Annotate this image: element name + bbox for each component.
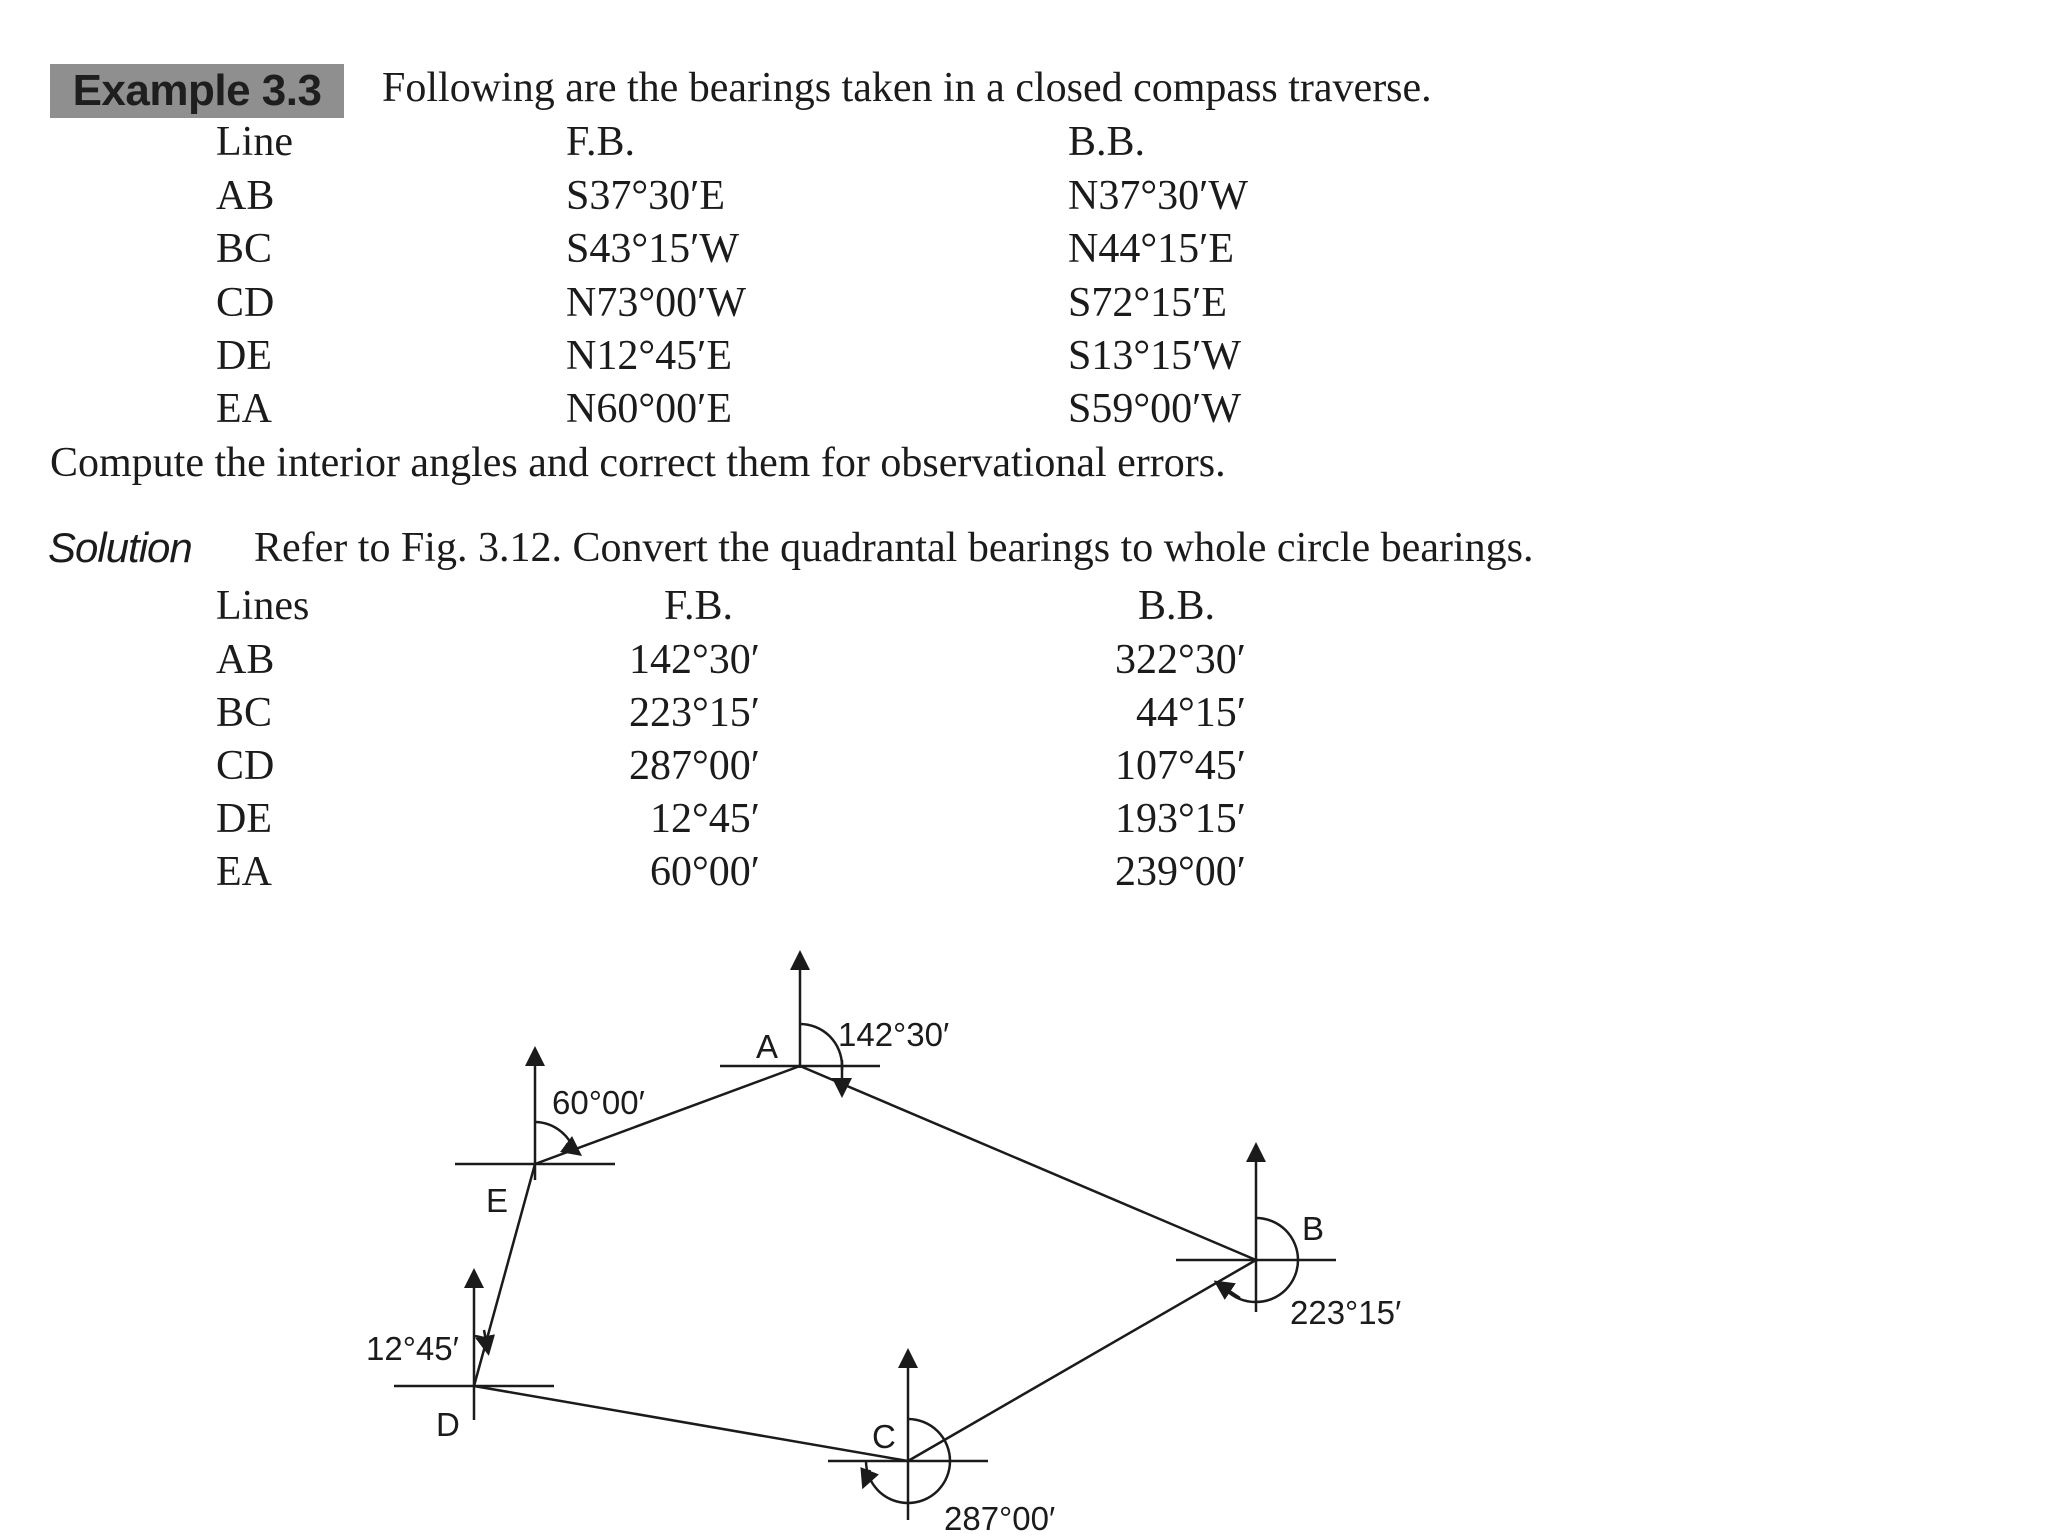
- table-row-bb: 193°15′: [1115, 796, 1246, 842]
- table-row-line: EA: [216, 849, 272, 895]
- example-intro: Following are the bearings taken in a closed compass traverse.: [382, 65, 1432, 111]
- table-row-line: CD: [216, 280, 275, 326]
- table-row-bb: 322°30′: [1115, 637, 1246, 683]
- table-row-fb: S37°30′E: [566, 173, 725, 219]
- table-row-line: BC: [216, 690, 273, 736]
- col-header-line: Line: [216, 119, 293, 165]
- table-row-fb: 60°00′: [650, 849, 760, 895]
- bearing-label-e: 60°00′: [552, 1084, 645, 1121]
- table-row-fb: 142°30′: [629, 637, 760, 683]
- bearing-label-b: 223°15′: [1290, 1294, 1402, 1331]
- table-row-bb: S72°15′E: [1068, 280, 1227, 326]
- traverse-line-ab: [800, 1066, 1256, 1260]
- example-question: Compute the interior angles and correct them for observational errors.: [50, 440, 1226, 486]
- col-header-bb: B.B.: [1138, 583, 1216, 629]
- table-row-fb: 12°45′: [650, 796, 760, 842]
- table-row-line: AB: [216, 637, 275, 683]
- example-label: Example 3.3: [50, 64, 344, 118]
- table-row-bb: S59°00′W: [1068, 386, 1241, 432]
- table-row-fb: N60°00′E: [566, 386, 732, 432]
- table-row-line: DE: [216, 796, 272, 842]
- bearing-label-a: 142°30′: [838, 1016, 950, 1053]
- col-header-bb: B.B.: [1068, 119, 1146, 165]
- table-row-bb: N37°30′W: [1068, 173, 1248, 219]
- table-row-fb: N12°45′E: [566, 333, 732, 379]
- solution-text: Refer to Fig. 3.12. Convert the quadrantal bearings to whole circle bearings.: [254, 525, 1534, 571]
- col-header-fb: F.B.: [664, 583, 734, 629]
- station-label-a: A: [756, 1028, 779, 1065]
- table-row-line: CD: [216, 743, 275, 789]
- table-row-bb: 107°45′: [1115, 743, 1246, 789]
- station-label-e: E: [486, 1182, 509, 1219]
- bearing-label-d: 12°45′: [366, 1330, 459, 1367]
- solution-label: Solution: [48, 524, 192, 571]
- traverse-line-cd: [474, 1386, 908, 1461]
- station-c-marker: [828, 1358, 988, 1520]
- col-header-fb: F.B.: [566, 119, 636, 165]
- station-label-b: B: [1302, 1210, 1325, 1247]
- station-label-d: D: [436, 1406, 460, 1443]
- table-row-bb: 239°00′: [1115, 849, 1246, 895]
- table-row-line: AB: [216, 173, 275, 219]
- col-header-lines: Lines: [216, 583, 310, 629]
- table-row-bb: N44°15′E: [1068, 226, 1234, 272]
- table-row-fb: 287°00′: [629, 743, 760, 789]
- table-row-line: EA: [216, 386, 272, 432]
- table-row-bb: 44°15′: [1136, 690, 1246, 736]
- table-row-bb: S13°15′W: [1068, 333, 1241, 379]
- table-row-fb: 223°15′: [629, 690, 760, 736]
- station-label-c: C: [872, 1418, 896, 1455]
- table-row-fb: N73°00′W: [566, 280, 746, 326]
- bearing-label-c: 287°00′: [944, 1500, 1056, 1536]
- table-row-fb: S43°15′W: [566, 226, 739, 272]
- table-row-line: DE: [216, 333, 272, 379]
- traverse-line-bc: [908, 1260, 1256, 1461]
- table-row-line: BC: [216, 226, 273, 272]
